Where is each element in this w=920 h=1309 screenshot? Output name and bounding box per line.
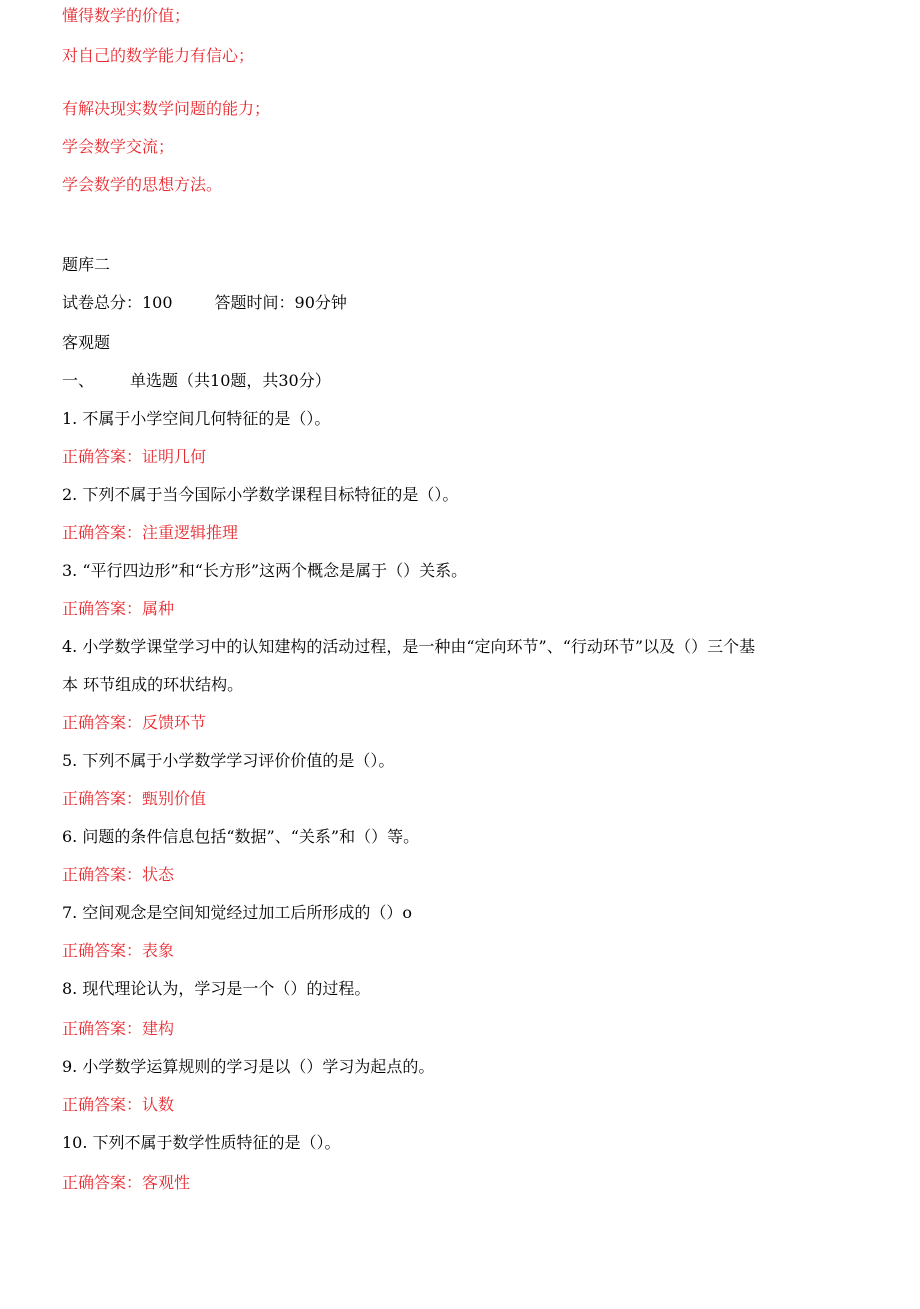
section-one-number: 一、 — [62, 371, 95, 390]
question-9: 9. 小学数学运算规则的学习是以（）学习为起点的。 — [62, 1057, 435, 1076]
question-6: 6. 问题的条件信息包括“数据”、“关系”和（）等。 — [62, 827, 420, 846]
section-one-label: 单选题（共10题，共30分） — [130, 371, 331, 390]
answer-10: 正确答案：客观性 — [62, 1173, 191, 1192]
goal-item-1: 懂得数学的价值； — [62, 6, 191, 25]
answer-4: 正确答案：反馈环节 — [62, 713, 207, 732]
answer-2: 正确答案：注重逻辑推理 — [62, 523, 239, 542]
answer-7: 正确答案：表象 — [62, 941, 175, 960]
answer-time: 答题时间：90分钟 — [214, 293, 347, 312]
objective-title: 客观题 — [62, 333, 111, 352]
question-2: 2. 下列不属于当今国际小学数学课程目标特征的是（）。 — [62, 485, 459, 504]
answer-9: 正确答案：认数 — [62, 1095, 175, 1114]
question-4-continued: 本 环节组成的环状结构。 — [62, 675, 244, 694]
question-5: 5. 下列不属于小学数学学习评价价值的是（）。 — [62, 751, 395, 770]
question-8: 8. 现代理论认为，学习是一个（）的过程。 — [62, 979, 371, 998]
goal-item-5: 学会数学的思想方法。 — [62, 175, 223, 194]
answer-5: 正确答案：甄别价值 — [62, 789, 207, 808]
answer-8: 正确答案：建构 — [62, 1019, 175, 1038]
answer-1: 正确答案：证明几何 — [62, 447, 207, 466]
question-1: 1. 不属于小学空间几何特征的是（）。 — [62, 409, 331, 428]
goal-item-4: 学会数学交流； — [62, 137, 175, 156]
answer-3: 正确答案：属种 — [62, 599, 175, 618]
question-10: 10. 下列不属于数学性质特征的是（）。 — [62, 1133, 341, 1152]
section-title: 题库二 — [62, 255, 111, 274]
section-one-heading — [62, 371, 331, 391]
total-score: 试卷总分：100 — [62, 293, 173, 312]
answer-6: 正确答案：状态 — [62, 865, 175, 884]
question-4: 4. 小学数学课堂学习中的认知建构的活动过程，是一种由“定向环节”、“行动环节”以及（）三个基 — [62, 637, 756, 656]
question-3: 3. “平行四边形”和“长方形”这两个概念是属于（）关系。 — [62, 561, 468, 580]
question-7: 7. 空间观念是空间知觉经过加工后所形成的（）o — [62, 903, 412, 922]
exam-info — [62, 293, 347, 313]
goal-item-3: 有解决现实数学问题的能力； — [62, 99, 271, 118]
goal-item-2: 对自己的数学能力有信心； — [62, 46, 255, 65]
